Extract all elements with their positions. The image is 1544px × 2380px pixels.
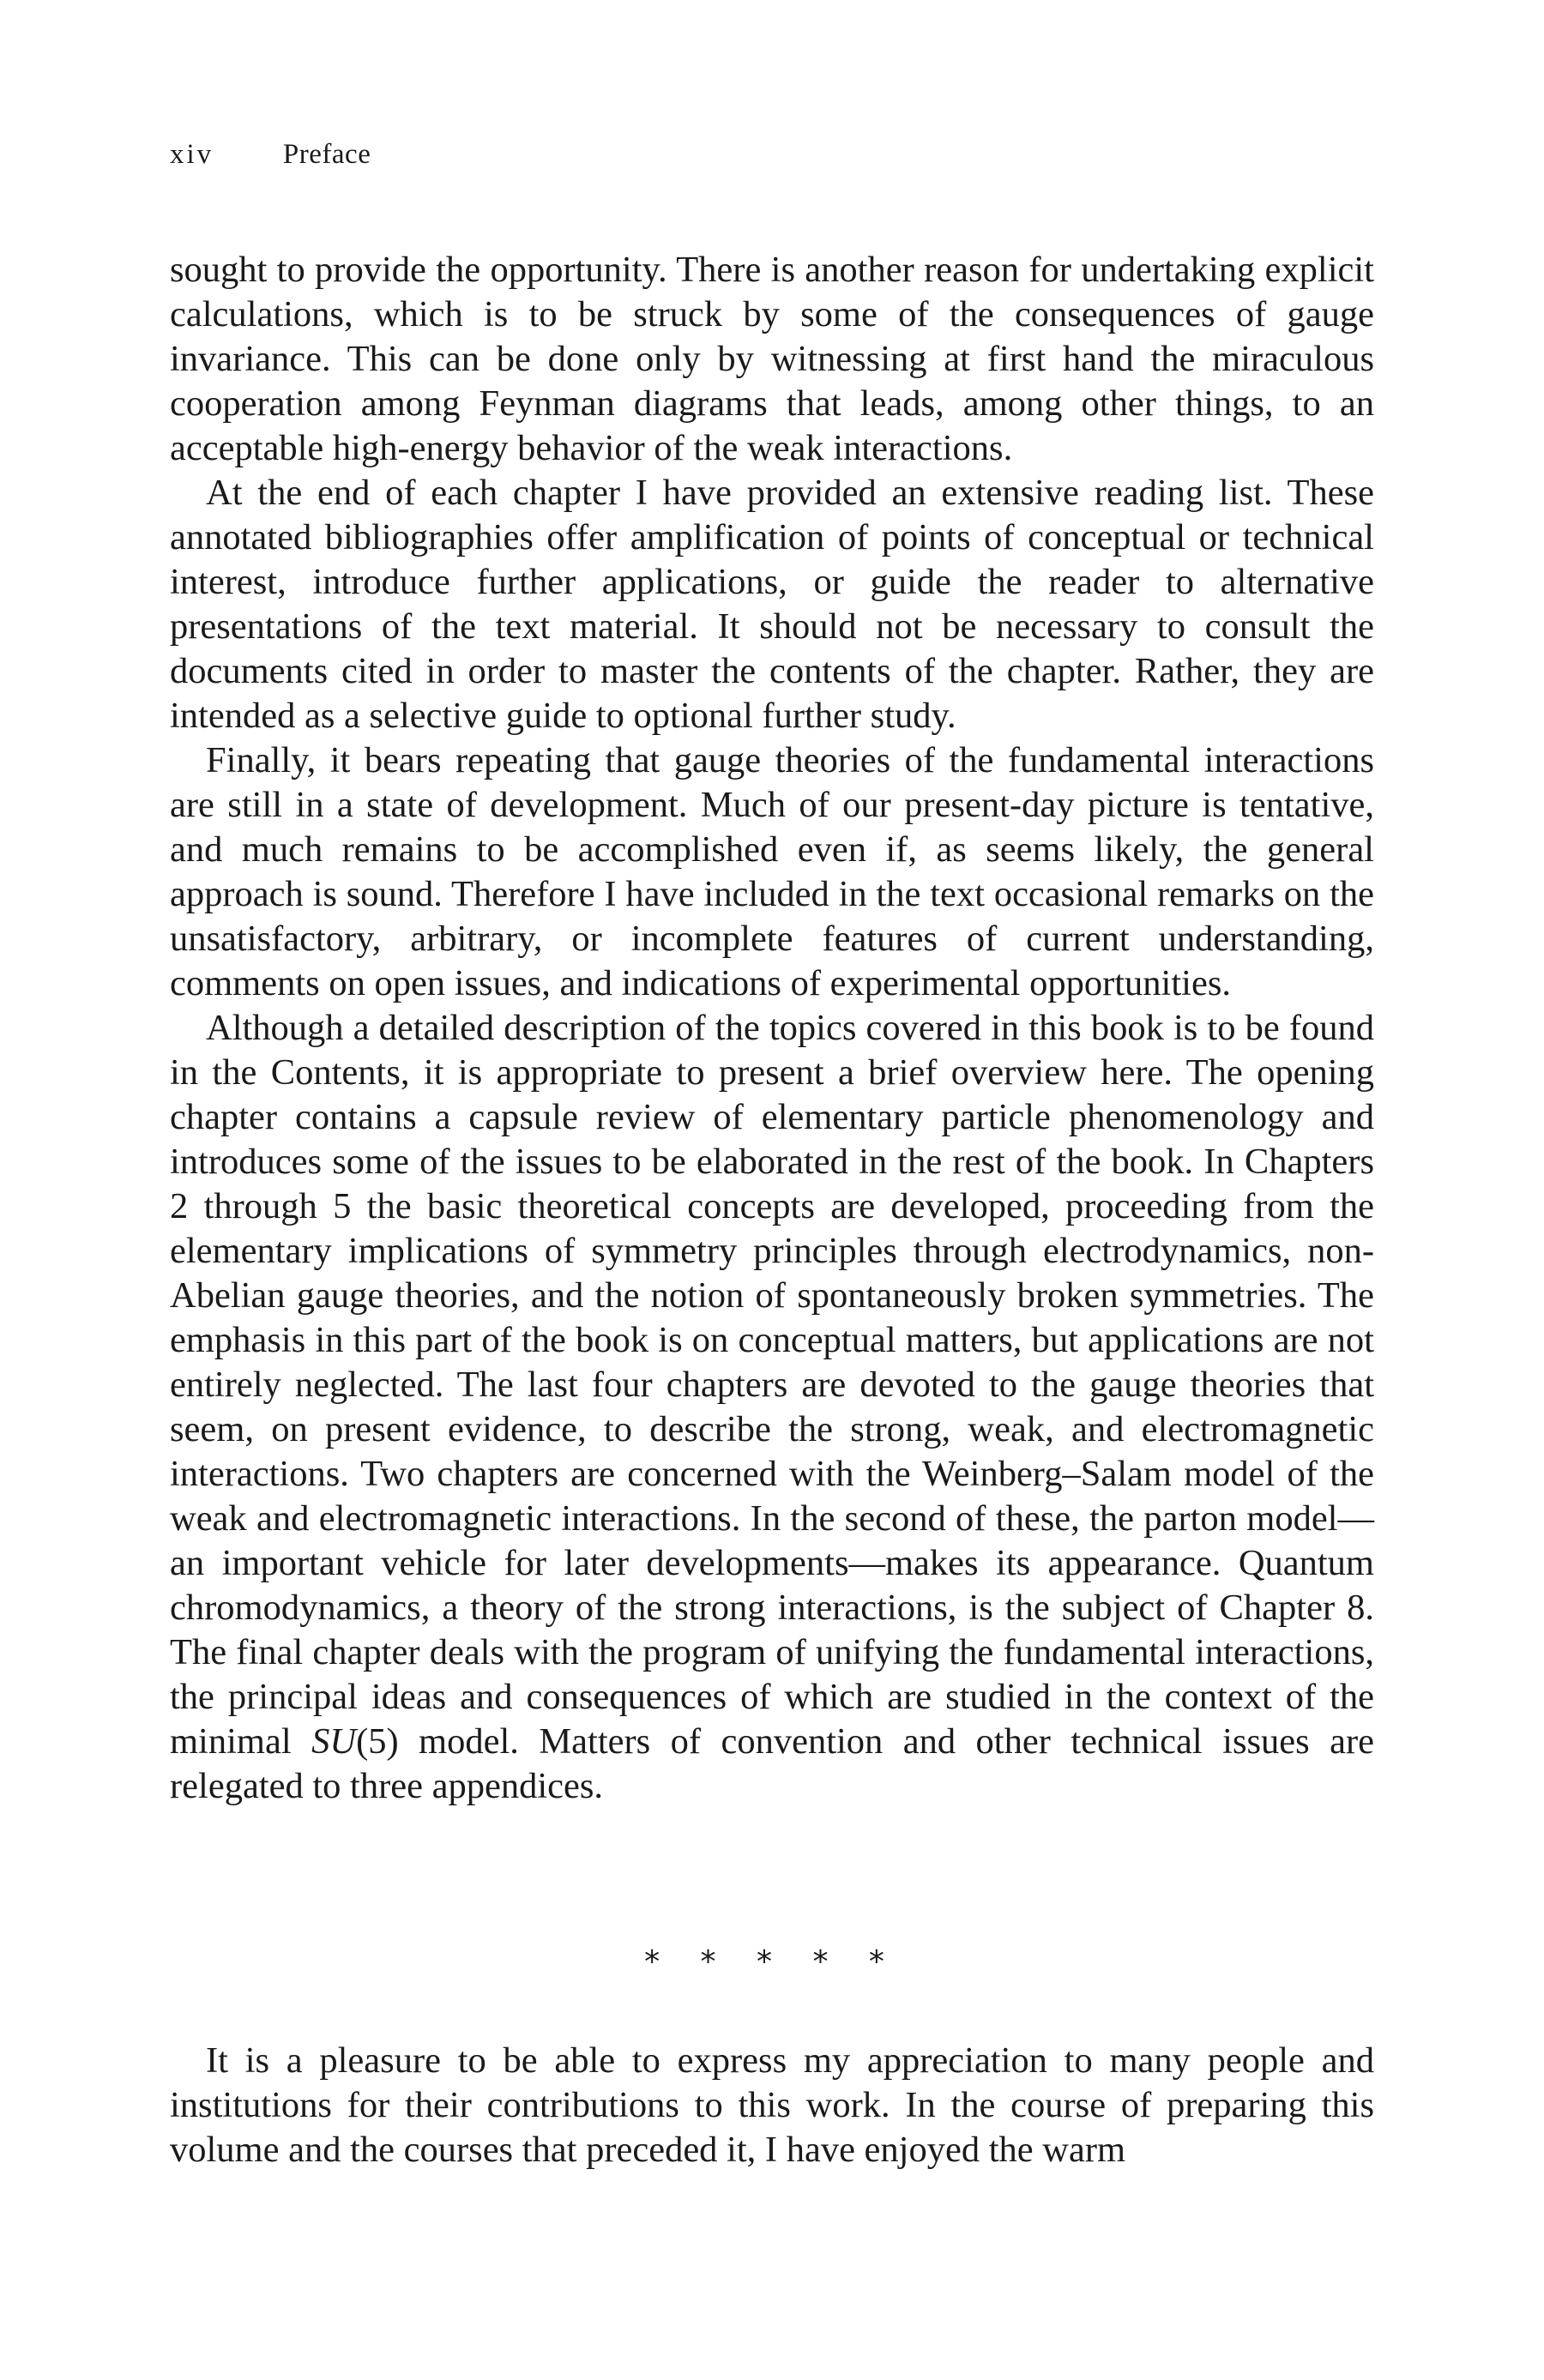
math-su: SU bbox=[311, 1721, 357, 1762]
page-number: xiv bbox=[170, 139, 214, 170]
acknowledgment-text bbox=[170, 2039, 1374, 2172]
paragraph-continuation: sought to provide the opportunity. There is another reason for undertaking explicit calculations, which is to be struck by some of the consequences of gauge invariance. This can be done only by witnessing at first hand the miraculous cooperation among Feynman diagrams that leads, among other things, to an acceptable high-energy behavior of the weak interactions. bbox=[170, 250, 1374, 468]
paragraph-acknowledgment: It is a pleasure to be able to express my appreciation to many people and institutions for their contributions to this work. In the course of preparing this volume and the courses that preceded it, I have enjoyed the warm bbox=[170, 2040, 1374, 2170]
paragraph-development: Finally, it bears repeating that gauge theories of the fundamental interactions are still in a state of development. Much of our present-day picture is tentative, and much remains to be accomplished even if, as seems likely, the general approach is sound. Therefore I have included in the text occasional remarks on the unsatisfactory, arbitrary, or incomplete features of current understanding, comments on open issues, and indications of experimental opportunities. bbox=[170, 740, 1374, 1003]
body-text bbox=[170, 248, 1374, 1809]
paragraph-reading-lists: At the end of each chapter I have provided an extensive reading list. These annotated bibliographies offer amplification of points of conceptual or technical interest, introduce further applications, or guide the reader to alternative presentations of the text material. It should not be necessary to consult the documents cited in order to master the contents of the chapter. Rather, they are intended as a selective guide to optional further study. bbox=[170, 473, 1374, 736]
paragraph-overview bbox=[170, 1006, 1374, 1809]
running-title: Preface bbox=[282, 139, 371, 170]
overview-text-end: (5) model. Matters of convention and other technical issues are relegated to three appendices. bbox=[170, 1721, 1375, 1806]
overview-text: Although a detailed description of the topics covered in this book is to be found in the Contents, it is appropriate to present a brief overview here. The opening chapter contains a capsule review of elementary particle phenomenology and introduces some of the issues to be elaborated in the rest of the book. In Chapters 2 through 5 the basic theoretical concepts are developed, proceeding from the elementary implications of symmetry principles through electrodynamics, non-Abelian gauge theories, and the notion of spontaneously broken symmetries. The emphasis in this part of the book is on conceptual matters, but applications are not entirely neglected. The last four chapters are devoted to the gauge theories that seem, on present evidence, to describe the strong, weak, and electromagnetic interactions. Two chapters are concerned with the Weinberg–Salam model of the weak and electromagnetic interactions. In the second of these, the parton model—an important vehicle for later developments—makes its appearance. Quantum chromodynamics, a theory of the strong interactions, is the subject of Chapter 8. The final chapter deals with the program of unifying the fundamental interactions, the principal ideas and consequences of which are studied in the context of the minimal bbox=[170, 1008, 1374, 1762]
page-header bbox=[170, 137, 371, 172]
section-break-asterisks: * * * * * bbox=[644, 1944, 900, 1979]
